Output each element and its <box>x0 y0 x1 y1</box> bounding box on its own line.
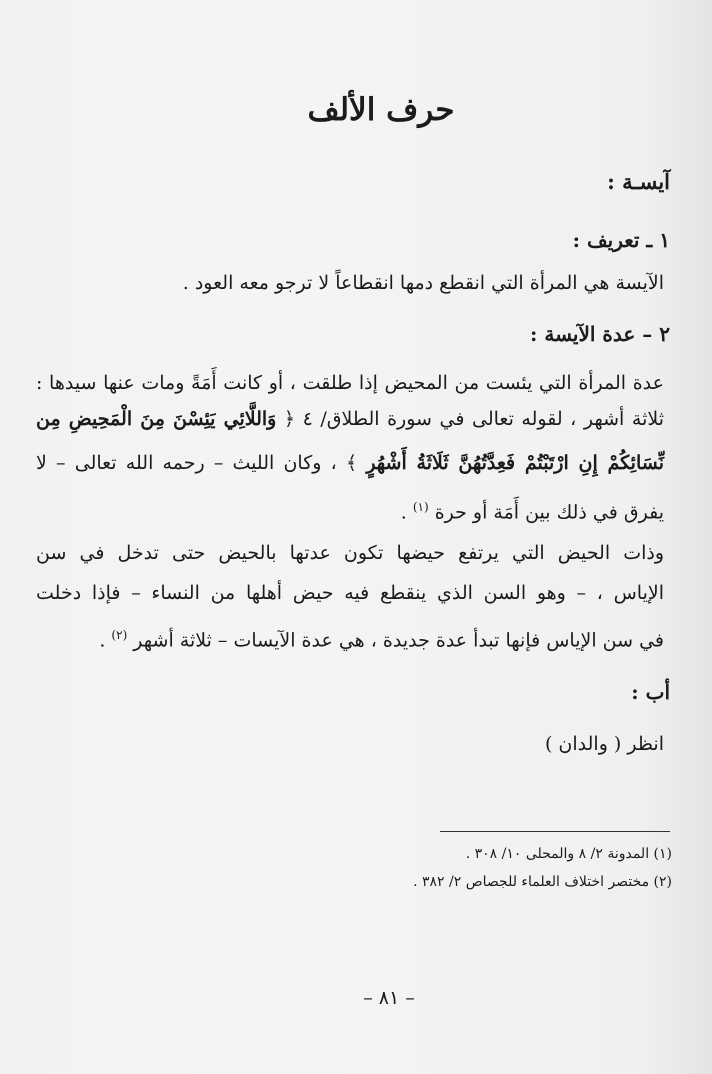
subheading-idda: ٢ – عدة الآيسة : <box>530 322 670 346</box>
idda-line-5: وذات الحيض التي يرتفع حيضها تكون عدتها بالحيض حتى تدخل في سن <box>36 542 664 564</box>
idda-line-7-end: . <box>99 629 106 652</box>
idda-line-6: الإياس ، – وهو السن الذي ينقطع فيه حيض أهلها من النساء – فإذا دخلت <box>36 582 664 604</box>
idda-line-4 <box>36 492 664 527</box>
section-heading-ab: أب : <box>631 680 670 704</box>
quran-verse-part-2: نِّسَائِكُمْ إِنِ ارْتَبْتُمْ فَعِدَّتُهُنَّ ثَلَاثَةُ أَشْهُرٍ <box>366 452 664 474</box>
ab-cross-reference: انظر ( والدان ) <box>544 733 664 755</box>
section-heading-aysa: آيسـة : <box>607 169 670 194</box>
idda-line-3 <box>36 448 664 478</box>
footnote-ref-2: (٢) <box>111 628 128 642</box>
footnote-ref-1: (١) <box>412 500 429 514</box>
idda-line-3-text: ﴾ ، وكان الليث – رحمه الله تعالى – لا <box>36 452 358 474</box>
definition-text: الآيسة هي المرأة التي انقطع دمها انقطاعاً لا ترجو معه العود . <box>182 272 664 294</box>
idda-line-1: عدة المرأة التي يئست من المحيض إذا طلقت ، أو كانت أَمَةً ومات عنها سيدها : <box>36 372 664 394</box>
quran-verse-part-1: وَاللَّائِي يَئِسْنَ مِنَ الْمَحِيضِ مِن <box>36 408 277 430</box>
footnote-1: (١) المدونة ٢/ ٨ والمحلى ١٠/ ٣٠٨ . <box>465 846 672 862</box>
page-title: حرف الألف <box>307 92 455 128</box>
idda-line-4-text: يفرق في ذلك بين أَمَة أو حرة <box>434 501 664 524</box>
footnote-2: (٢) مختصر اختلاف العلماء للجصاص ٢/ ٣٨٢ . <box>413 874 672 890</box>
idda-line-2-text: ثلاثة أشهر ، لقوله تعالى في سورة الطلاق/ ٤ ﴿ <box>283 408 664 430</box>
idda-line-7-text: في سن الإياس فإنها تبدأ عدة جديدة ، هي عدة الآيسات – ثلاثة أشهر <box>133 629 664 652</box>
subheading-definition: ١ ـ تعريف : <box>572 228 670 252</box>
footnote-divider <box>440 831 670 832</box>
idda-line-7 <box>36 620 664 655</box>
idda-line-4-end: . <box>400 501 407 524</box>
page-number: – ٨١ – <box>363 987 415 1009</box>
idda-line-2 <box>36 404 664 434</box>
